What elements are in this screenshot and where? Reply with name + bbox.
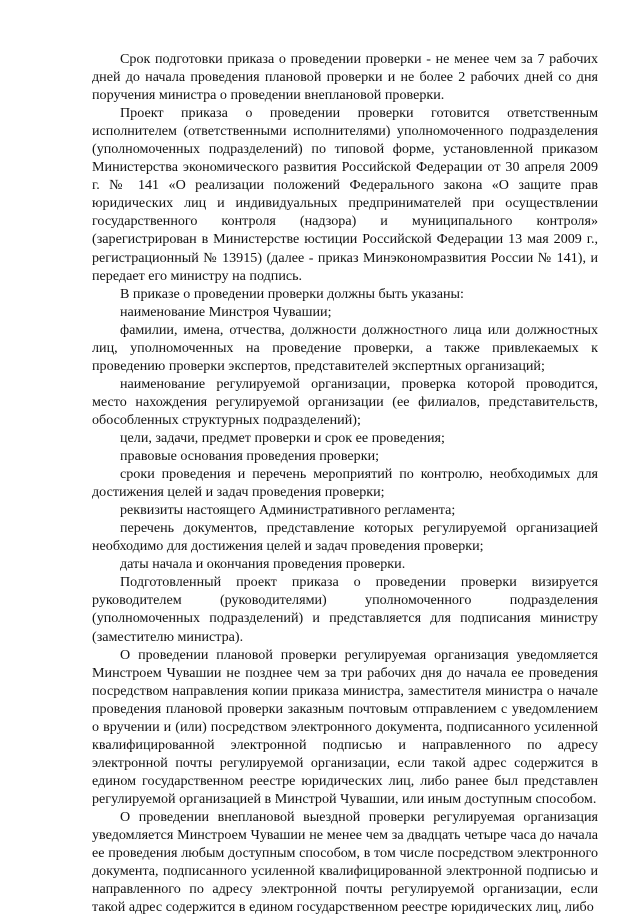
paragraph-planned-inspection-notice: О проведении плановой проверки регулируемая организация уведомляется Минстроем Чувашии не позднее чем за три рабочих дня до начала ее проведения посредством направления копии приказа министра, заместителя министра о начале проведения плановой проверки заказным почтовым отправлением с уведомлением о вручении и (или) посредством электронного документа, подписанного усиленной квалифицированной электронной подписью и направленного по адресу электронной почты регулируемой организации, если такой адрес содержится в едином государственном реестре юридических лиц, либо ранее был представлен регулируемой организацией в Минстрой Чувашии, или иным доступным способом. bbox=[92, 646, 598, 807]
document-page bbox=[92, 50, 598, 916]
paragraph-unplanned-inspection-notice: О проведении внеплановой выездной проверки регулируемая организация уведомляется Минстроем Чувашии не менее чем за двадцать четыре часа до начала ее проведения любым доступным способом, в том числе посредством электронного документа, подписанного усиленной квалифицированной электронной подписью и направленного по адресу электронной почты регулируемой организации, если такой адрес содержится в едином государственном реестре юридических лиц, либо bbox=[92, 808, 598, 916]
paragraph-draft-order: Проект приказа о проведении проверки готовится ответственным исполнителем (ответственными исполнителями) уполномоченного подразделения (уполномоченных подразделений) по типовой форме, установленной приказом Министерства экономического развития Российской Федерации от 30 апреля 2009 г. № 141 «О реализации положений Федерального закона «О защите прав юридических лиц и индивидуальных предпринимателей при осуществлении государственного контроля (надзора) и муниципального контроля» (зарегистрирован в Министерстве юстиции Российской Федерации 13 мая 2009 г., регистрационный № 13915) (далее - приказ Минэкономразвития России № 141), и передает его министру на подпись. bbox=[92, 105, 598, 284]
list-item-officials: фамилии, имена, отчества, должности должностного лица или должностных лиц, уполномоченных на проведение проверки, а также привлекаемых к проведению проверки экспертов, представителей экспертных организаций; bbox=[92, 321, 598, 374]
paragraph-order-contents-intro: В приказе о проведении проверки должны быть указаны: bbox=[120, 285, 464, 302]
list-item-dates: даты начала и окончания проведения проверки. bbox=[120, 556, 406, 573]
list-item-ministry-name: наименование Минстроя Чувашии; bbox=[120, 303, 332, 320]
paragraph-draft-approval: Подготовленный проект приказа о проведении проверки визируется руководителем (руководителями) уполномоченного подразделения (уполномоченных подразделений) и представляется для подписания министру (заместителю министра). bbox=[92, 574, 598, 645]
list-item-terms-and-measures: сроки проведения и перечень мероприятий по контролю, необходимых для достижения целей и задач проведения проверки; bbox=[92, 466, 598, 501]
list-item-regulation-details: реквизиты настоящего Административного регламента; bbox=[120, 502, 456, 519]
list-item-legal-grounds: правовые основания проведения проверки; bbox=[120, 448, 380, 465]
list-item-documents-list: перечень документов, представление которых регулируемой организацией необходимо для достижения целей и задач проведения проверки; bbox=[92, 520, 598, 555]
list-item-goals: цели, задачи, предмет проверки и срок ее проведения; bbox=[120, 429, 445, 446]
list-item-regulated-organization: наименование регулируемой организации, проверка которой проводится, место нахождения регулируемой организации (ее филиалов, представительств, обособленных структурных подразделений); bbox=[92, 375, 598, 428]
paragraph-preparation-term: Срок подготовки приказа о проведении проверки - не менее чем за 7 рабочих дней до начала проведения плановой проверки и не более 2 рабочих дней со дня поручения министра о проведении внеплановой проверки. bbox=[92, 51, 598, 104]
